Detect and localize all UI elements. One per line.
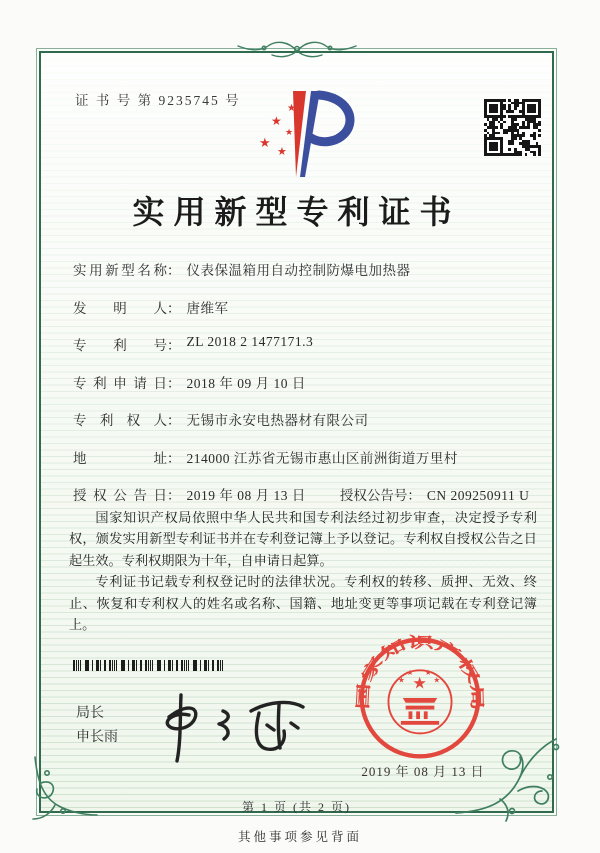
official-seal — [355, 633, 485, 763]
field-row-name: 实用新型名称 ： 仪表保温箱用自动控制防爆电加热器 — [73, 259, 538, 297]
field-row-patentee: 专利权人 ： 无锡市永安电热器材有限公司 — [73, 409, 538, 447]
field-label: 专利申请日 — [73, 375, 167, 391]
field-row-filing-date: 专利申请日 ： 2018 年 09 月 10 日 — [73, 372, 538, 410]
field-rows — [73, 259, 538, 522]
svg-text:★: ★ — [398, 675, 405, 685]
certificate-frame — [36, 48, 557, 816]
qr-code — [484, 99, 541, 156]
national-emblem-icon — [388, 668, 451, 733]
field-label: 授权公告日 — [73, 488, 167, 503]
field-label: 专利号 — [73, 338, 167, 353]
field-label: 授权公告号 — [339, 488, 408, 503]
field-row-grant: 授权公告日 ： 2019 年 08 月 13 日 授权公告号： CN 209250911 U — [73, 484, 538, 522]
field-value: 2018 年 09 月 10 日 — [186, 375, 306, 391]
field-value: 无锡市永安电热器材有限公司 — [186, 413, 369, 428]
svg-text:★: ★ — [287, 103, 296, 114]
page-indicator: 第 1 页 (共 2 页) — [242, 800, 351, 814]
svg-text:★: ★ — [277, 145, 287, 158]
field-label: 地址 — [73, 450, 167, 466]
svg-text:★: ★ — [424, 668, 432, 678]
certificate-number: 证 书 号 第 9235745 号 — [75, 93, 241, 108]
certificate-title: 实用新型专利证书 — [132, 194, 461, 230]
field-row-patent-number: 专利号 ： ZL 2018 2 1477171.3 — [73, 334, 314, 353]
svg-text:★: ★ — [259, 136, 271, 151]
field-value: CN 209250911 U — [426, 488, 530, 503]
seal-ring-text: 国家知识产权局 — [355, 634, 485, 710]
svg-text:★: ★ — [412, 673, 427, 693]
officer-name: 申长雨 — [76, 730, 118, 745]
svg-text:★: ★ — [433, 675, 441, 685]
field-value: 唐维军 — [186, 300, 229, 316]
field-value: 2019 年 08 月 13 日 — [186, 488, 306, 503]
cnipa-logo-icon — [249, 85, 361, 185]
svg-text:★: ★ — [271, 114, 282, 128]
legal-paragraph-2: 专利证书记载专利权登记时的法律状况。专利权的转移、质押、无效、终止、恢复和专利权人的姓名或名称、国籍、地址变更等事项记载在专利登记簿上。 — [69, 574, 537, 632]
field-row-grant-number: 授权公告号： CN 209250911 U — [339, 488, 530, 503]
field-row-address: 地址 ： 214000 江苏省无锡市惠山区前洲街道万里村 — [73, 447, 538, 485]
barcode — [73, 660, 224, 671]
field-label: 实用新型名称 — [73, 263, 167, 278]
field-value: 214000 江苏省无锡市惠山区前洲街道万里村 — [186, 450, 458, 466]
field-label: 专利权人 — [73, 413, 167, 428]
field-value: 仪表保温箱用自动控制防爆电加热器 — [186, 263, 411, 278]
svg-text:★: ★ — [406, 668, 414, 678]
legal-paragraph-1: 国家知识产权局依照中华人民共和国专利法经过初步审查，决定授予专利权，颁发实用新型专利证书并在专利登记簿上予以登记。专利权自授权公告之日起生效。专利权期限为十年，自申请日起算。 — [69, 510, 537, 568]
signature-shen-changyu — [153, 685, 325, 771]
field-label: 发明人 — [73, 300, 167, 316]
field-value: ZL 2018 2 1477171.3 — [186, 334, 314, 349]
svg-text:★: ★ — [285, 128, 294, 138]
back-note: 其他事项参见背面 — [237, 830, 362, 844]
legal-text — [69, 507, 537, 635]
officer-block — [76, 702, 118, 750]
seal-date: 2019 年 08 月 13 日 — [361, 764, 485, 779]
field-row-inventor: 发明人 ： 唐维军 — [73, 297, 538, 335]
officer-title: 局长 — [76, 706, 104, 721]
